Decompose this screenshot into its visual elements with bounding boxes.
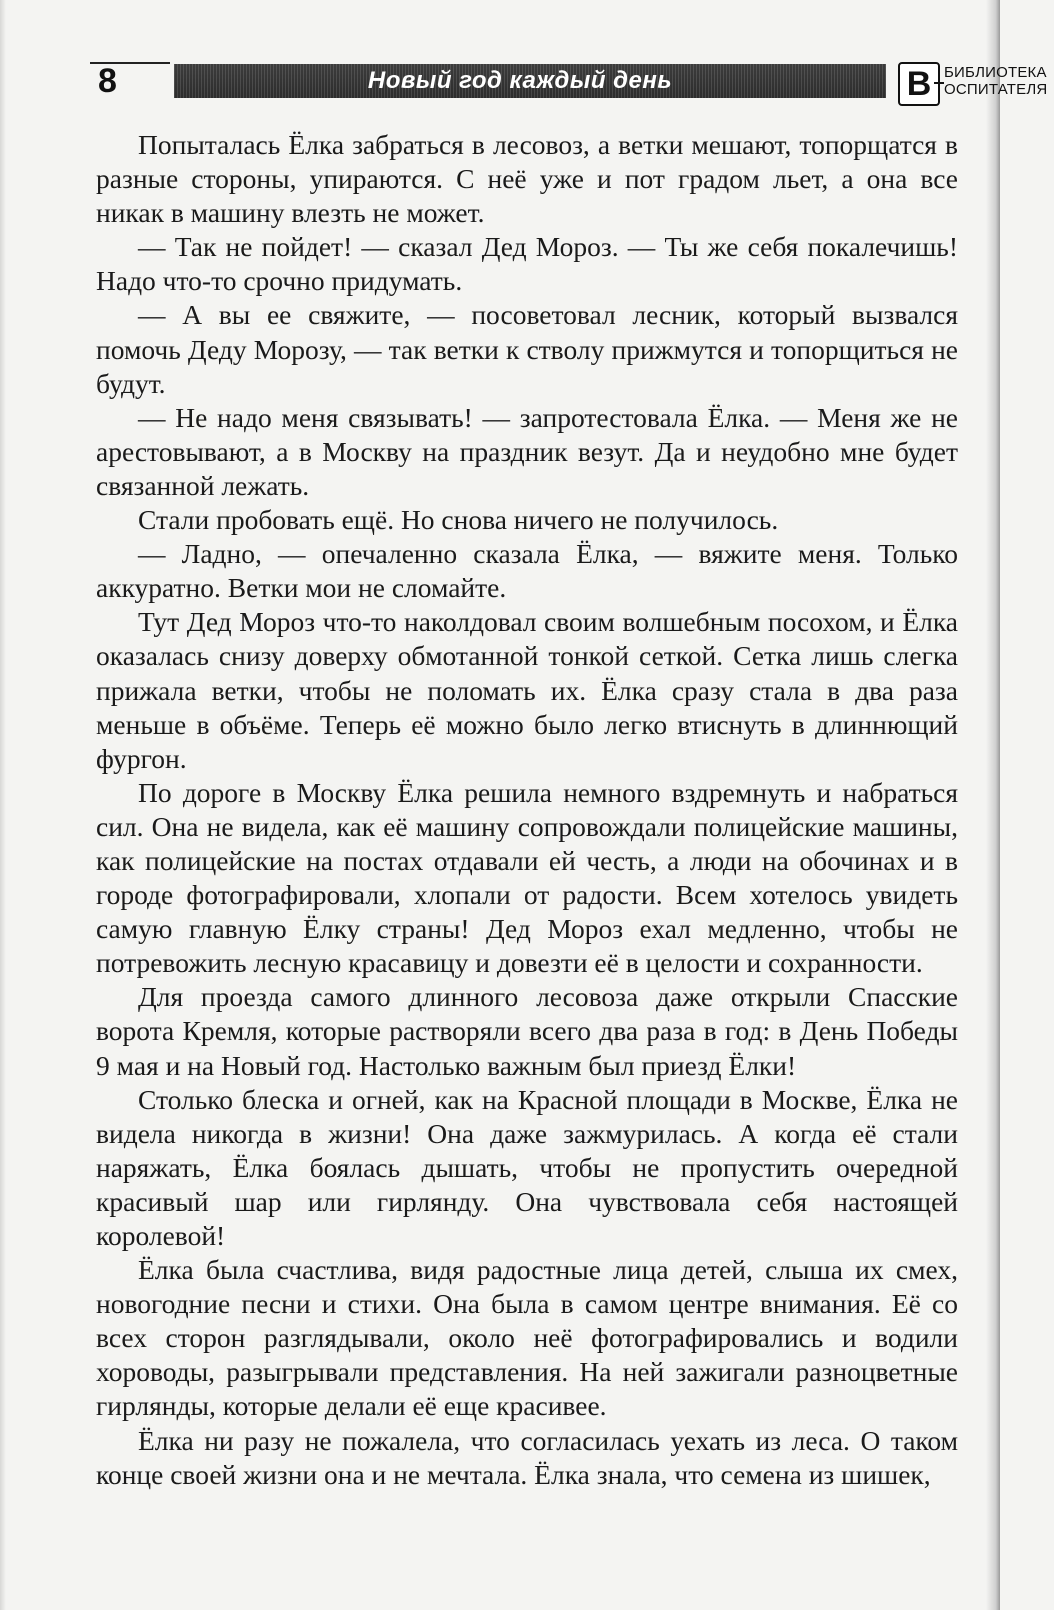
page-edge-shadow-left <box>0 0 6 1610</box>
logo-text <box>944 64 1047 98</box>
running-title: Новый год каждый день <box>367 67 673 94</box>
paragraph: — А вы ее свяжите, — посоветовал лесник, который вызвался помочь Деду Морозу, — так ветки к стволу прижмутся и топорщиться не будут. <box>96 299 958 399</box>
paragraph: Для проезда самого длинного лесовоза даже открыли Спасские ворота Кремля, которые растворяли всего два раза в год: в День Победы 9 мая и на Новый год. Настолько важным был приезд Ёлки! <box>96 981 958 1081</box>
series-logo <box>894 60 1054 106</box>
paragraph: Ёлка ни разу не пожалела, что согласилась уехать из леса. О таком конце своей жизни она и не мечтала. Ёлка знала, что семена из шишек, <box>96 1424 958 1490</box>
title-banner <box>174 64 886 98</box>
page-number: 8 <box>98 62 117 100</box>
logo-letter: В <box>906 65 932 103</box>
paragraph: Тут Дед Мороз что-то наколдовал своим волшебным посохом, и Ёлка оказалась снизу доверху обмотанной тонкой сеткой. Сетка лишь слегка прижала ветки, чтобы не поломать их. Ёлка сразу стала в два раза меньше в объёме. Теперь её можно было легко втиснуть в длиннющий фургон. <box>96 606 958 774</box>
paragraph: Столько блеска и огней, как на Красной площади в Москве, Ёлка не видела никогда в жизни! Она даже зажмурилась. А когда её стали наряжать, Ёлка боялась дышать, чтобы не пропустить очередной красивый шар или гирлянду. Она чувствовала себя настоящей королевой! <box>96 1083 958 1251</box>
paragraph: Стали пробовать ещё. Но снова ничего не получилось. <box>138 504 779 536</box>
paragraph: По дороге в Москву Ёлка решила немного вздремнуть и набраться сил. Она не видела, как её машину сопровождали полицейские машины, как полицейские на постах отдавали ей честь, а люди на обочинах и в городе фотографировали, хлопали от радости. Всем хотелось увидеть самую главную Ёлку страны! Дед Мороз ехал медленно, чтобы не потревожить лесную красавицу и довезти её в целости и сохранности. <box>96 776 958 979</box>
paragraph: — Так не пойдет! — сказал Дед Мороз. — Ты же себя покалечишь! Надо что-то срочно придумать. <box>96 231 958 297</box>
paragraph: Ёлка была счастлива, видя радостные лица детей, слыша их смех, новогодние песни и стихи. Она была в самом центре внимания. Её со всех сторон разглядывали, около неё фотографировались и водили хороводы, разыгрывали представления. На ней зажигали разноцветные гирлянды, которые делали её еще красивее. <box>96 1254 958 1422</box>
paragraph: Попыталась Ёлка забраться в лесовоз, а ветки мешают, топорщатся в разные стороны, упираются. С неё уже и пот градом льет, а она все никак в машину влезть не может. <box>96 129 958 229</box>
logo-line-1: БИБЛИОТЕКА <box>944 64 1047 81</box>
paragraph: — Не надо меня связывать! — запротестовала Ёлка. — Меня же не арестовывают, а в Москву на праздник везут. Да и неудобно мне будет связанной лежать. <box>96 401 958 501</box>
page-header <box>90 60 1048 106</box>
logo-badge <box>898 62 940 106</box>
logo-connector <box>934 82 944 84</box>
logo-line-2: ОСПИТАТЕЛЯ <box>944 81 1048 98</box>
page-edge-shadow-right <box>986 0 1000 1610</box>
page-body <box>96 128 958 1492</box>
paragraph: — Ладно, — опечаленно сказала Ёлка, — вяжите меня. Только аккуратно. Ветки мои не сломайте. <box>96 538 958 604</box>
